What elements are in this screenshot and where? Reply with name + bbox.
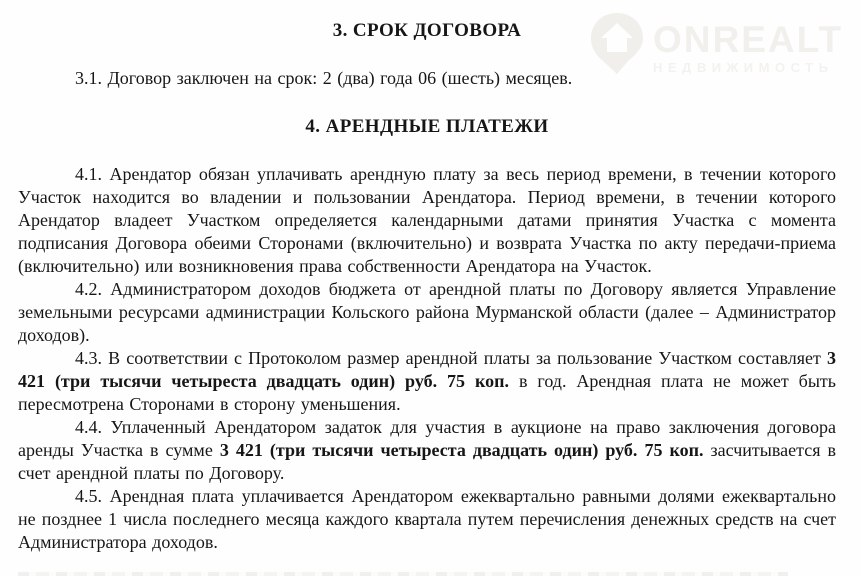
text-run: 3.1. Договор заключен на срок: 2 (два) года 06 (шесть) месяцев. (75, 68, 573, 88)
section-heading: 3. СРОК ДОГОВОРА (332, 20, 522, 41)
paragraph (18, 347, 836, 416)
text-run: 4.1. Арендатор обязан уплачивать арендную плату за весь период времени, в течении которого Участок находится во владении и пользовании Арендатора. Период времени, в течении которого Арендатор владеет Участком определяется календарными датами принятия Участка с момента подписания Договора обеими Сторонами (включительно) и возврата Участка по акту передачи-приема (включительно) или возникновения права собственности Арендатора на Участок. (18, 164, 836, 276)
paragraph (18, 67, 836, 90)
text-run: 4.3. В соответствии с Протоколом размер арендной платы за пользование Участком составляет (75, 348, 827, 368)
paragraph (18, 278, 836, 347)
text-run: в год. Арендная плата не может быть пересмотрена Сторонами в сторону уменьшения. (18, 371, 837, 414)
bold-text-run: 3 421 (три тысячи четыреста двадцать один) руб. 75 коп. (219, 440, 704, 460)
watermark-brand: ONREALT (653, 19, 844, 60)
text-run: засчитывается в счет арендной платы по Договору. (18, 440, 836, 483)
paragraph (18, 416, 836, 485)
text-run: 4.4. Уплаченный Арендатором задаток для участия в аукционе на право заключения договора аренды Участка в сумме (18, 417, 836, 460)
text-run: 4.2. Администратором доходов бюджета от арендной платы по Договору является Управление земельными ресурсами администрации Кольского района Мурманской области (далее – Администратор доходов). (18, 279, 836, 345)
paragraph (18, 163, 836, 278)
section-heading: 4. АРЕНДНЫЕ ПЛАТЕЖИ (305, 116, 549, 137)
document-content (18, 19, 836, 554)
cutoff-next-line-artifact (18, 572, 788, 576)
watermark-subtitle: НЕДВИЖИМОСТЬ (653, 60, 834, 75)
text-run: 4.5. Арендная плата уплачивается Арендатором ежеквартально равными долями ежеквартально не позднее 1 числа последнего месяца каждого квартала путем перечисления денежных средств на счет Администратора доходов. (18, 486, 836, 552)
bold-text-run: 3 421 (три тысячи четыреста двадцать один) руб. 75 коп. (18, 348, 836, 391)
paragraph (18, 485, 836, 554)
